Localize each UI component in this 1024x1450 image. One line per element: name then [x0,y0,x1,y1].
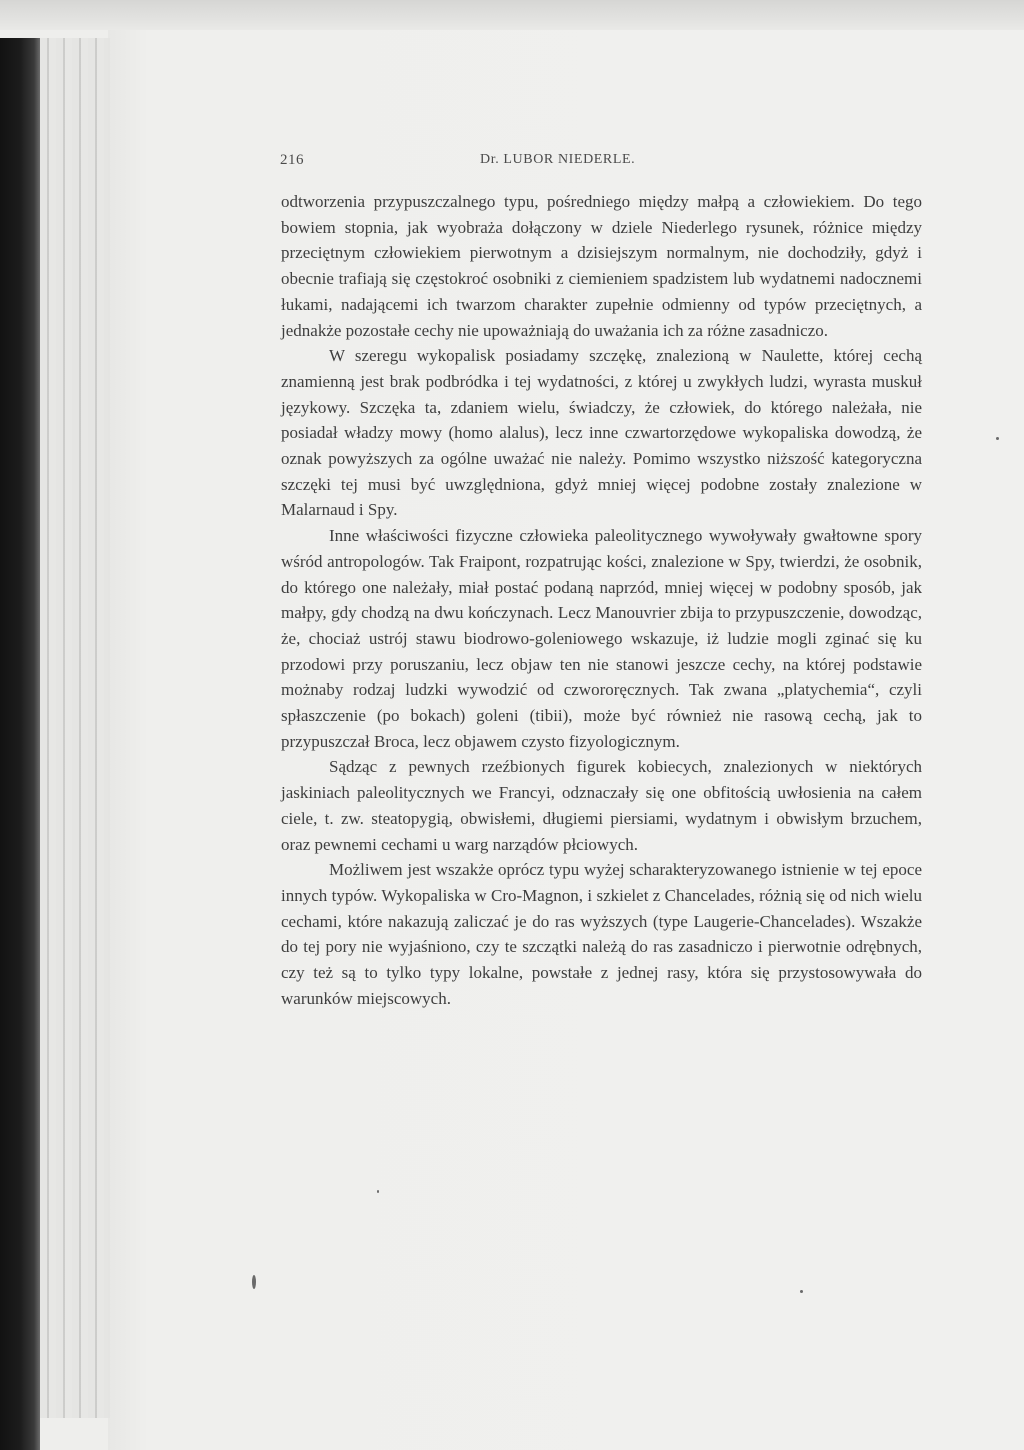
book-binding-edge [0,38,40,1450]
scanner-top-edge [0,0,1024,30]
dust-speck [996,437,999,440]
paragraph: W szeregu wykopalisk posiadamy szczękę, znalezioną w Naulette, której cechą znamienną jest brak podbródka i tej wydatności, z której u zwykłych ludzi, wyrasta muskuł językowy. Szczęka ta, zdaniem wielu, świadczy, że człowiek, do którego należała, nie posiadał władzy mowy (homo alalus), lecz inne czwartorzędowe wykopaliska dowodzą, że oznak powyższych za ogólne uważać nie należy. Pomimo wszystko niższość kategoryczna szczęki tej musi być uwzględniona, gdyż mniej więcej podobne zostały znalezione w Malarnaud i Spy. [281,346,922,520]
paragraph: Sądząc z pewnych rzeźbionych figurek kobiecych, znalezionych w niektórych jaskiniach paleolitycznych we Francyi, odznaczały się one obfitością uwłosienia na całem ciele, t. zw. steatopygią, obwisłemi, długiemi piersiami, wydatnym i obwisłym brzuchem, oraz pewnemi cechami u warg narządów płciowych. [281,757,922,854]
dust-speck [377,1190,379,1193]
dust-speck [800,1290,803,1293]
paragraph: Inne właściwości fizyczne człowieka paleolitycznego wywoływały gwałtowne spory wśród antropologów. Tak Fraipont, rozpatrując kości, znalezione w Spy, twierdzi, że osobnik, do którego one należały, miał postać podaną naprzód, mniej więcej w podobny sposób, jak małpy, gdy chodzą na dwu kończynach. Lecz Manouvrier zbija to przypuszczenie, dowodząc, że, chociaż ustrój stawu biodrowo-goleniowego wskazuje, iż ludzie mogli zginać się ku przodowi przy poruszaniu, lecz objaw ten nie stanowi jeszcze cechy, na której podstawie możnaby rodzaj ludzki wywodzić od czwororęcznych. Tak zwana „platychemia“, czyli spłaszczenie (po bokach) goleni (tibii), może być również nie rasową cechą, jak to przypuszczał Broca, lecz objawem czysto fizyologicznym. [281,526,922,751]
binding-page-edges [40,38,110,1418]
running-title: Dr. LUBOR NIEDERLE. [480,152,636,167]
dust-speck [252,1275,256,1289]
running-header [0,152,1024,172]
paragraph: odtworzenia przypuszczalnego typu, pośredniego między małpą a człowiekiem. Do tego bowiem stopnia, jak wyobraża dołączony w dziele Niederlego rysunek, różnice między przeciętnym człowiekiem pierwotnym a dzisiejszym normalnym, nie dochodziły, gdyż i obecnie trafiają się częstokroć osobniki z ciemieniem spadzistem lub wydatnemi nadocznemi łukami, nadającemi ich twarzom charakter zupełnie odmienny od typów przeciętnych, a jednakże pozostałe cechy nie upoważniają do uważania ich za różne zasadniczo. [281,192,922,340]
body-text [281,189,922,1012]
paragraph: Możliwem jest wszakże oprócz typu wyżej scharakteryzowanego istnienie w tej epoce innych typów. Wykopaliska w Cro-Magnon, i szkielet z Chancelades, różnią się od nich wielu cechami, które nakazują zaliczać je do ras wyższych (type Laugerie-Chancelades). Wszakże do tej pory nie wyjaśniono, czy te szczątki należą do ras zasadniczo i pierwotnie odrębnych, czy też są to tylko typy lokalne, powstałe z jednej rasy, która się przystosowywała do warunków miejscowych. [281,860,922,1008]
page-number: 216 [280,152,304,168]
